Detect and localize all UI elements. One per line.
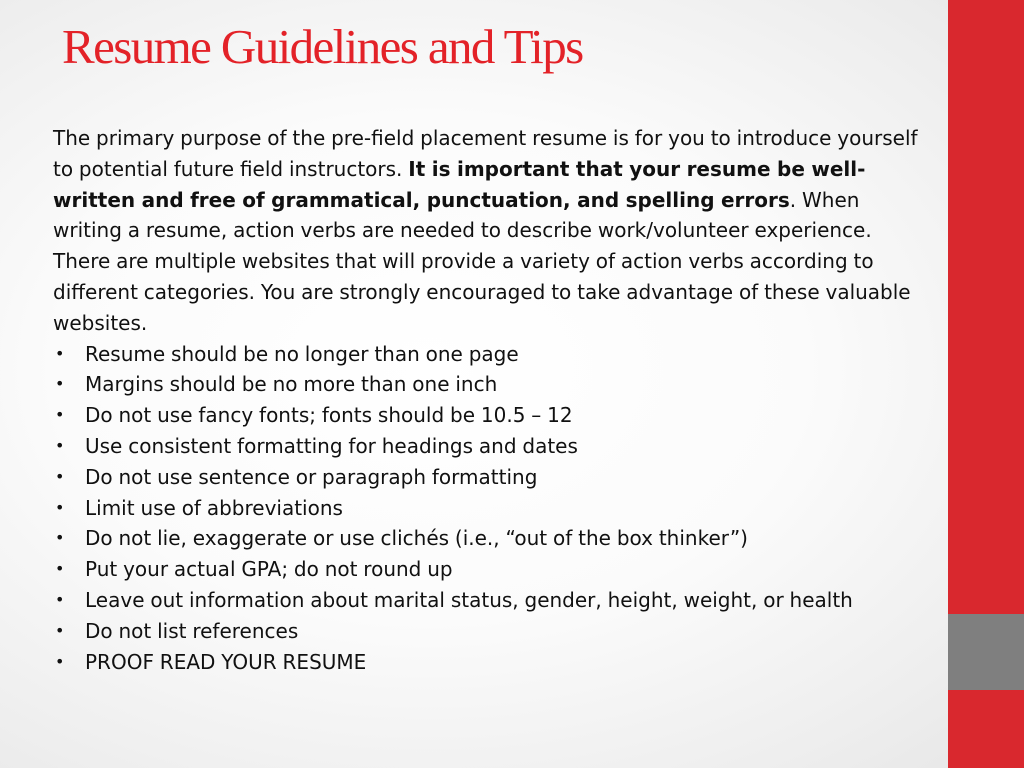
bullet-icon: • — [55, 497, 65, 517]
guideline-item — [53, 585, 933, 616]
guideline-item — [53, 369, 933, 400]
accent-bar-gray — [948, 614, 1024, 690]
guideline-item — [53, 523, 933, 554]
guideline-text: Margins should be no more than one inch — [85, 372, 498, 397]
bullet-icon: • — [55, 528, 65, 548]
slide-title: Resume Guidelines and Tips — [62, 19, 583, 74]
bullet-icon: • — [55, 589, 65, 609]
intro-text-end: . When writing a resume, action verbs are needed to describe work/volunteer experience. There are multiple websites that will provide a variety of action verbs according to different categories. You are strongly encouraged to take advantage of these valuable websites. — [53, 187, 911, 335]
accent-bar-red-bottom — [948, 690, 1024, 768]
slide-body — [53, 123, 933, 677]
bullet-icon: • — [55, 374, 65, 394]
guideline-item — [53, 616, 933, 647]
guideline-text: Do not use fancy fonts; fonts should be 10.5 – 12 — [85, 403, 573, 428]
intro-emphasis: It is important that your resume be well-written and free of grammatical, punctuation, and spelling errors — [53, 156, 866, 212]
guideline-text: Do not list references — [85, 618, 299, 643]
guideline-list — [53, 339, 933, 678]
guideline-text: Do not lie, exaggerate or use clichés (i.e., “out of the box thinker”) — [85, 526, 748, 551]
guideline-item — [53, 339, 933, 370]
bullet-icon: • — [55, 651, 65, 671]
guideline-text: Use consistent formatting for headings and dates — [85, 433, 578, 458]
intro-text-start: The primary purpose of the pre-field placement resume is for you to introduce yourself to potential future field instructors. — [53, 126, 918, 181]
guideline-text: Limit use of abbreviations — [85, 495, 343, 520]
guideline-text: Leave out information about marital status, gender, height, weight, or health — [85, 587, 853, 612]
intro-paragraph — [53, 123, 933, 339]
bullet-icon: • — [55, 435, 65, 455]
guideline-text: Do not use sentence or paragraph formatting — [85, 464, 538, 489]
guideline-text: Put your actual GPA; do not round up — [85, 557, 453, 582]
bullet-icon: • — [55, 343, 65, 363]
guideline-item — [53, 493, 933, 524]
accent-sidebar — [948, 0, 1024, 768]
guideline-item — [53, 647, 933, 678]
accent-bar-red-top — [948, 0, 1024, 614]
guideline-item — [53, 462, 933, 493]
bullet-icon: • — [55, 559, 65, 579]
guideline-text: Resume should be no longer than one page — [85, 341, 519, 366]
bullet-icon: • — [55, 405, 65, 425]
guideline-item — [53, 431, 933, 462]
bullet-icon: • — [55, 620, 65, 640]
guideline-item — [53, 400, 933, 431]
guideline-text: PROOF READ YOUR RESUME — [85, 649, 367, 674]
bullet-icon: • — [55, 466, 65, 486]
guideline-item — [53, 554, 933, 585]
